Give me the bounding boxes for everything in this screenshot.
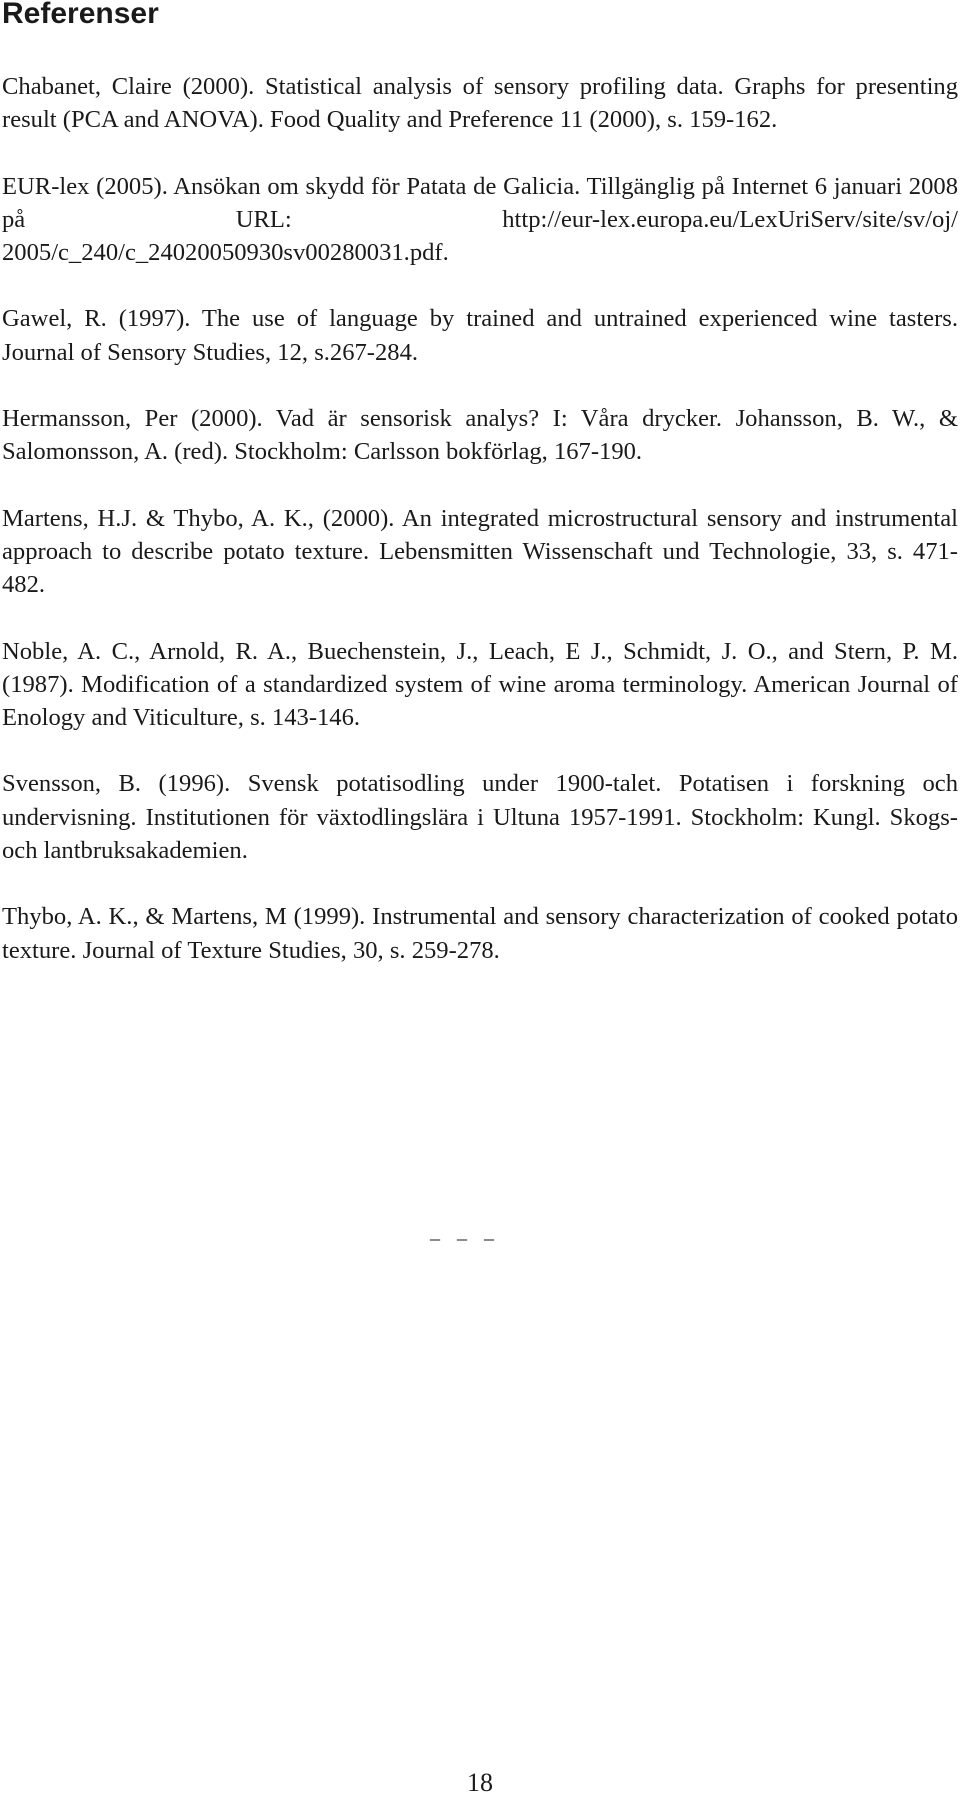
reference-item: Hermansson, Per (2000). Vad är sensorisk analys? I: Våra drycker. Johansson, B. W., & Salomonsson, A. (red). Stockholm: Carlsson bokförlag, 167-190.	[2, 405, 958, 466]
reference-item: EUR-lex (2005). Ansökan om skydd för Patata de Galicia. Tillgänglig på Internet 6 januari 2008 på URL: http://eur-lex.europa.eu/LexUriServ/site/sv/oj/ 2005/c_240/c_24020050930sv00280031.pdf.	[2, 172, 958, 267]
reference-item: Gawel, R. (1997). The use of language by trained and untrained experienced wine tasters. Journal of Sensory Studies, 12, s.267-284.	[2, 305, 958, 366]
reference-item: Chabanet, Claire (2000). Statistical analysis of sensory profiling data. Graphs for presenting result (PCA and ANOVA). Food Quality and Preference 11 (2000), s. 159-162.	[2, 73, 958, 134]
page-number: 18	[467, 1768, 493, 1797]
reference-list	[2, 70, 958, 1000]
reference-item: Noble, A. C., Arnold, R. A., Buechenstein, J., Leach, E J., Schmidt, J. O., and Stern, P. M. (1987). Modification of a standardized system of wine aroma terminology. American Journal of Enology and Viticulture, s. 143-146.	[2, 637, 958, 732]
reference-item: Thybo, A. K., & Martens, M (1999). Instrumental and sensory characterization of cooked potato texture. Journal of Texture Studies, 30, s. 259-278.	[2, 903, 958, 964]
reference-item: Martens, H.J. & Thybo, A. K., (2000). An integrated microstructural sensory and instrumental approach to describe potato texture. Lebensmitten Wissenschaft und Technologie, 33, s. 471-482.	[2, 504, 958, 599]
separator-dashes: _ _ _	[430, 1221, 500, 1243]
reference-item: Svensson, B. (1996). Svensk potatisodling under 1900-talet. Potatisen i forskning och undervisning. Institutionen för växtodlingslära i Ultuna 1957-1991. Stockholm: Kungl. Skogs- och lantbruksakademien.	[2, 770, 958, 865]
page-heading: Referenser	[2, 0, 159, 30]
